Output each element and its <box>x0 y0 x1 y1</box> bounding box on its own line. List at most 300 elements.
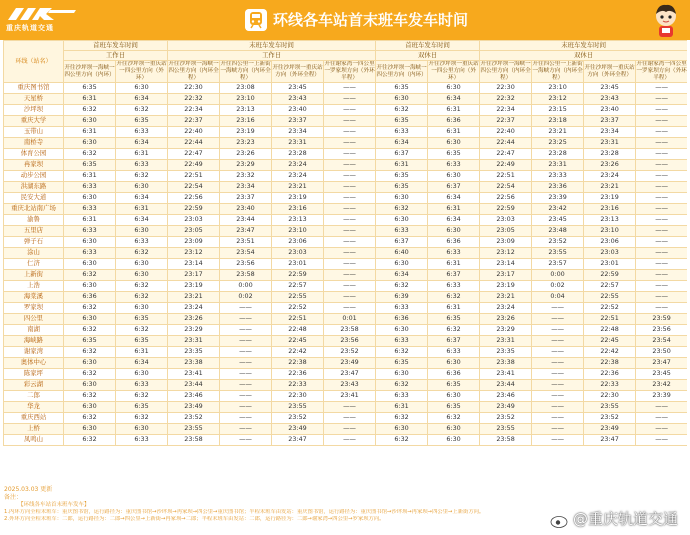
time-cell: 6:32 <box>428 292 480 303</box>
time-cell: 6:34 <box>116 193 168 204</box>
time-cell: 23:13 <box>584 215 636 226</box>
time-cell: 6:31 <box>428 303 480 314</box>
column-header: 开往沙坪坝一重庆站方向（外环全程） <box>272 61 324 83</box>
time-cell: 23:52 <box>584 413 636 424</box>
time-cell: 22:38 <box>272 358 324 369</box>
time-cell: 6:30 <box>64 424 116 435</box>
time-cell: 6:30 <box>64 281 116 292</box>
table-row <box>4 127 688 138</box>
table-row <box>4 138 688 149</box>
train-icon <box>245 9 267 31</box>
time-cell: —— <box>220 402 272 413</box>
time-cell: 6:32 <box>64 391 116 402</box>
time-cell: 23:44 <box>220 215 272 226</box>
time-cell: —— <box>324 292 376 303</box>
time-cell: 6:35 <box>428 314 480 325</box>
time-cell: 6:37 <box>428 270 480 281</box>
time-cell: 6:30 <box>116 182 168 193</box>
time-cell: 0:01 <box>324 314 376 325</box>
time-cell: 6:31 <box>116 149 168 160</box>
time-cell: 23:32 <box>220 171 272 182</box>
time-cell: —— <box>636 116 687 127</box>
time-cell: —— <box>636 83 687 94</box>
time-cell: 6:35 <box>116 402 168 413</box>
table-row <box>4 347 688 358</box>
time-cell: 6:32 <box>116 248 168 259</box>
weibo-icon <box>550 512 570 528</box>
time-cell: —— <box>324 149 376 160</box>
time-cell: 23:03 <box>480 215 532 226</box>
time-cell: 23:55 <box>480 424 532 435</box>
time-cell: 6:34 <box>116 138 168 149</box>
time-cell: —— <box>220 391 272 402</box>
time-cell: 6:34 <box>376 138 428 149</box>
time-cell: —— <box>636 193 687 204</box>
time-cell: —— <box>532 402 584 413</box>
table-row <box>4 369 688 380</box>
time-cell: 6:33 <box>428 347 480 358</box>
time-cell: 23:14 <box>168 259 220 270</box>
time-cell: 6:31 <box>64 215 116 226</box>
time-cell: —— <box>324 424 376 435</box>
time-cell: 22:40 <box>480 127 532 138</box>
time-cell: 6:31 <box>64 127 116 138</box>
time-cell: 6:35 <box>428 402 480 413</box>
time-cell: 6:30 <box>428 83 480 94</box>
time-cell: —— <box>636 215 687 226</box>
time-cell: 6:34 <box>116 215 168 226</box>
table-row <box>4 303 688 314</box>
time-cell: 23:40 <box>272 105 324 116</box>
station-name-cell: 二郎 <box>4 391 64 402</box>
time-cell: 23:06 <box>272 237 324 248</box>
time-cell: 6:30 <box>376 325 428 336</box>
time-cell: 23:49 <box>168 402 220 413</box>
time-cell: 23:26 <box>168 314 220 325</box>
time-cell: 6:30 <box>376 259 428 270</box>
time-cell: —— <box>532 424 584 435</box>
station-name-cell: 奥体中心 <box>4 358 64 369</box>
station-name-cell: 上桥 <box>4 424 64 435</box>
time-cell: 22:51 <box>480 171 532 182</box>
time-cell: 23:05 <box>168 226 220 237</box>
time-cell: —— <box>636 237 687 248</box>
time-cell: —— <box>532 369 584 380</box>
weibo-watermark <box>550 508 678 529</box>
time-cell: —— <box>636 204 687 215</box>
table-row <box>4 336 688 347</box>
time-cell: 23:42 <box>636 380 687 391</box>
time-cell: 23:45 <box>532 215 584 226</box>
time-cell: —— <box>324 215 376 226</box>
station-column-header: 环线（站名） <box>4 41 64 83</box>
time-cell: 23:47 <box>220 226 272 237</box>
note-line: 2.外环方向全程末班车：二郎，运行路径为：二郎→四公里→上新街→冉家坝→二郎；半程末班车由发站：二郎，运行路径为：二郎→谢家湾→四公里→罗家坝方向。 <box>4 516 385 522</box>
time-cell: 22:36 <box>272 369 324 380</box>
time-cell: 23:37 <box>584 116 636 127</box>
time-cell: 6:32 <box>64 303 116 314</box>
station-name-cell: 海棠溪 <box>4 292 64 303</box>
time-cell: 6:30 <box>116 369 168 380</box>
time-cell: 22:33 <box>584 380 636 391</box>
time-cell: 6:35 <box>376 182 428 193</box>
time-cell: 23:54 <box>636 336 687 347</box>
time-cell: 22:32 <box>480 94 532 105</box>
table-row <box>4 182 688 193</box>
time-cell: 23:21 <box>480 292 532 303</box>
time-cell: 23:52 <box>324 347 376 358</box>
time-cell: 23:13 <box>272 215 324 226</box>
time-cell: 23:23 <box>220 138 272 149</box>
time-cell: 23:26 <box>480 314 532 325</box>
time-cell: 6:33 <box>64 182 116 193</box>
title-block <box>0 0 690 40</box>
time-cell: —— <box>532 413 584 424</box>
time-cell: 23:58 <box>324 325 376 336</box>
time-cell: 6:36 <box>428 369 480 380</box>
time-cell: 23:03 <box>168 215 220 226</box>
time-cell: —— <box>636 424 687 435</box>
time-cell: 23:49 <box>480 402 532 413</box>
watermark-text: @重庆轨道交通 <box>572 510 678 528</box>
station-name-cell: 动步公园 <box>4 171 64 182</box>
time-cell: 6:35 <box>116 314 168 325</box>
station-name-cell: 上浩 <box>4 281 64 292</box>
time-cell: —— <box>324 303 376 314</box>
time-cell: 23:51 <box>220 237 272 248</box>
table-row <box>4 424 688 435</box>
time-cell: 0:02 <box>220 292 272 303</box>
table-row <box>4 116 688 127</box>
time-cell: 23:21 <box>584 182 636 193</box>
time-cell: —— <box>636 402 687 413</box>
table-row <box>4 281 688 292</box>
table-row <box>4 171 688 182</box>
remark-label: 备注： <box>4 494 23 501</box>
time-cell: 23:28 <box>532 149 584 160</box>
time-cell: 22:49 <box>480 160 532 171</box>
time-cell: 23:52 <box>480 413 532 424</box>
table-row <box>4 270 688 281</box>
time-cell: —— <box>636 226 687 237</box>
column-header: 开往谢家湾一四公里一罗家坝方向（外环半程） <box>636 61 687 81</box>
time-cell: —— <box>324 237 376 248</box>
time-cell: 23:46 <box>168 391 220 402</box>
time-cell: 6:30 <box>64 259 116 270</box>
time-cell: 23:41 <box>324 391 376 402</box>
table-row <box>4 314 688 325</box>
time-cell: 22:48 <box>584 325 636 336</box>
time-cell: —— <box>220 303 272 314</box>
time-cell: —— <box>324 248 376 259</box>
time-cell: 22:51 <box>272 314 324 325</box>
time-cell: 6:35 <box>116 336 168 347</box>
station-name-cell: 五里店 <box>4 226 64 237</box>
time-cell: 22:56 <box>480 193 532 204</box>
time-cell: 6:30 <box>428 171 480 182</box>
station-name-cell: 海峡路 <box>4 336 64 347</box>
time-cell: 22:40 <box>168 127 220 138</box>
time-cell: —— <box>636 171 687 182</box>
time-cell: 6:34 <box>116 358 168 369</box>
station-name-cell: 重庆西站 <box>4 413 64 424</box>
time-cell: 23:31 <box>168 336 220 347</box>
time-cell: 6:30 <box>116 226 168 237</box>
time-cell: 6:33 <box>116 237 168 248</box>
time-cell: 23:52 <box>272 413 324 424</box>
time-cell: 6:32 <box>64 347 116 358</box>
time-cell: —— <box>636 270 687 281</box>
time-cell: —— <box>324 138 376 149</box>
time-cell: 23:43 <box>584 94 636 105</box>
time-cell: 6:33 <box>376 336 428 347</box>
time-cell: 22:34 <box>480 105 532 116</box>
time-cell: —— <box>532 391 584 402</box>
table-row <box>4 204 688 215</box>
time-cell: 6:36 <box>428 237 480 248</box>
time-cell: 23:25 <box>532 138 584 149</box>
time-cell: 23:45 <box>584 83 636 94</box>
station-name-cell: 上新街 <box>4 270 64 281</box>
station-name-cell: 凤鸣山 <box>4 435 64 446</box>
time-cell: 22:54 <box>168 182 220 193</box>
time-cell: —— <box>324 127 376 138</box>
time-cell: 6:31 <box>428 204 480 215</box>
group-header: 末班车发车时间 <box>480 41 687 51</box>
time-cell: —— <box>636 138 687 149</box>
time-cell: 6:30 <box>116 303 168 314</box>
time-cell: 6:32 <box>376 281 428 292</box>
time-cell: 22:57 <box>584 281 636 292</box>
time-cell: 22:30 <box>584 391 636 402</box>
table-row <box>4 358 688 369</box>
time-cell: 23:59 <box>636 314 687 325</box>
time-cell: —— <box>636 303 687 314</box>
table-row <box>4 215 688 226</box>
timetable <box>3 40 687 484</box>
time-cell: 6:36 <box>428 116 480 127</box>
time-cell: 22:37 <box>480 116 532 127</box>
time-cell: 6:31 <box>428 105 480 116</box>
time-cell: —— <box>636 435 687 446</box>
time-cell: 22:59 <box>480 204 532 215</box>
time-cell: —— <box>220 369 272 380</box>
time-cell: —— <box>324 270 376 281</box>
table-row <box>4 380 688 391</box>
time-cell: —— <box>324 116 376 127</box>
station-name-cell: 洪湖东路 <box>4 182 64 193</box>
time-cell: 6:34 <box>376 270 428 281</box>
time-cell: 23:56 <box>220 259 272 270</box>
time-cell: 23:49 <box>584 424 636 435</box>
time-cell: —— <box>324 259 376 270</box>
time-cell: 6:32 <box>64 270 116 281</box>
time-cell: 22:57 <box>272 281 324 292</box>
time-cell: —— <box>532 358 584 369</box>
time-cell: 6:33 <box>428 248 480 259</box>
column-header: 开往四公里一上新街一海峡方向（内环全程） <box>220 61 271 81</box>
time-cell: 6:30 <box>428 138 480 149</box>
station-name-cell: 彩云湖 <box>4 380 64 391</box>
time-cell: 6:30 <box>376 215 428 226</box>
time-cell: —— <box>636 94 687 105</box>
time-cell: 23:19 <box>220 127 272 138</box>
time-cell: —— <box>324 204 376 215</box>
time-cell: 22:55 <box>272 292 324 303</box>
time-cell: 23:55 <box>272 402 324 413</box>
time-cell: 22:59 <box>584 270 636 281</box>
time-cell: —— <box>532 347 584 358</box>
time-cell: 22:47 <box>168 149 220 160</box>
table-row <box>4 160 688 171</box>
time-cell: 22:45 <box>272 336 324 347</box>
time-cell: 6:33 <box>116 160 168 171</box>
time-cell: —— <box>636 281 687 292</box>
time-cell: 6:35 <box>428 149 480 160</box>
time-cell: 6:32 <box>376 347 428 358</box>
time-cell: —— <box>532 336 584 347</box>
time-cell: 23:12 <box>532 94 584 105</box>
time-cell: 6:32 <box>116 391 168 402</box>
time-cell: 23:49 <box>324 358 376 369</box>
time-cell: 6:32 <box>64 325 116 336</box>
time-cell: 23:34 <box>272 127 324 138</box>
time-cell: 6:40 <box>376 248 428 259</box>
time-cell: 6:31 <box>428 127 480 138</box>
table-row <box>4 105 688 116</box>
time-cell: 6:32 <box>376 204 428 215</box>
time-cell: —— <box>636 248 687 259</box>
column-header: 开往沙坪坝一海峡一四公里方向（内环） <box>64 61 116 83</box>
time-cell: 6:34 <box>428 215 480 226</box>
time-cell: 6:33 <box>376 127 428 138</box>
time-cell: —— <box>636 127 687 138</box>
time-cell: 6:32 <box>428 325 480 336</box>
time-cell: 22:33 <box>272 380 324 391</box>
time-cell: 23:17 <box>480 270 532 281</box>
time-cell: 23:10 <box>220 94 272 105</box>
time-cell: 23:16 <box>584 204 636 215</box>
time-cell: 23:09 <box>480 237 532 248</box>
time-cell: 22:59 <box>272 270 324 281</box>
time-cell: 23:56 <box>636 325 687 336</box>
time-cell: 23:38 <box>168 358 220 369</box>
time-cell: 0:04 <box>532 292 584 303</box>
column-header: 开往沙坪坝一重庆站方向（外环全程） <box>584 61 636 83</box>
time-cell: 6:32 <box>376 380 428 391</box>
time-cell: 23:58 <box>168 435 220 446</box>
time-cell: —— <box>220 413 272 424</box>
time-cell: 22:32 <box>168 94 220 105</box>
time-cell: 6:31 <box>428 259 480 270</box>
table-row <box>4 413 688 424</box>
time-cell: 6:32 <box>116 281 168 292</box>
day-header: 双休日 <box>480 51 687 61</box>
time-cell: 22:51 <box>584 314 636 325</box>
time-cell: 6:35 <box>376 83 428 94</box>
time-cell: 23:49 <box>272 424 324 435</box>
time-cell: 6:33 <box>428 281 480 292</box>
table-row <box>4 248 688 259</box>
time-cell: 23:13 <box>220 105 272 116</box>
time-cell: 0:00 <box>532 270 584 281</box>
time-cell: 23:29 <box>168 325 220 336</box>
time-cell: 23:28 <box>584 149 636 160</box>
time-cell: —— <box>324 105 376 116</box>
time-cell: 6:30 <box>64 138 116 149</box>
time-cell: 6:30 <box>116 270 168 281</box>
column-header: 开往四公里一上新街一海峡方向（内环全程） <box>532 61 583 81</box>
logo-text: 重庆轨道交通 <box>6 24 54 32</box>
time-cell: 6:34 <box>428 94 480 105</box>
day-header: 工作日 <box>64 51 168 61</box>
time-cell: 6:30 <box>64 358 116 369</box>
time-cell: 23:26 <box>220 149 272 160</box>
time-cell: 23:24 <box>272 171 324 182</box>
time-cell: 6:30 <box>64 193 116 204</box>
table-row <box>4 226 688 237</box>
time-cell: 22:30 <box>272 391 324 402</box>
group-header: 首班车发车时间 <box>376 41 480 51</box>
station-name-cell: 渝鲁 <box>4 215 64 226</box>
time-cell: 6:30 <box>376 369 428 380</box>
time-cell: 22:55 <box>584 292 636 303</box>
time-cell: 6:32 <box>376 435 428 446</box>
time-cell: 23:55 <box>584 402 636 413</box>
time-cell: 23:41 <box>168 369 220 380</box>
time-cell: —— <box>532 435 584 446</box>
time-cell: 22:44 <box>168 138 220 149</box>
station-name-cell: 陈家坪 <box>4 369 64 380</box>
time-cell: 6:31 <box>116 347 168 358</box>
day-header: 双休日 <box>376 51 480 61</box>
time-cell: —— <box>636 413 687 424</box>
time-cell: 6:30 <box>376 193 428 204</box>
time-cell: —— <box>636 182 687 193</box>
time-cell: 6:30 <box>64 402 116 413</box>
time-cell: 22:36 <box>584 369 636 380</box>
time-cell: 6:36 <box>376 314 428 325</box>
time-cell: 6:32 <box>376 105 428 116</box>
station-name-cell: 华龙 <box>4 402 64 413</box>
time-cell: 6:37 <box>376 237 428 248</box>
time-cell: 22:30 <box>168 83 220 94</box>
time-cell: 6:30 <box>376 94 428 105</box>
table-row <box>4 325 688 336</box>
station-name-cell: 南桥寺 <box>4 138 64 149</box>
time-cell: 23:19 <box>584 193 636 204</box>
time-cell: 6:33 <box>64 204 116 215</box>
time-cell: 23:31 <box>532 160 584 171</box>
table-row <box>4 391 688 402</box>
time-cell: 23:58 <box>220 270 272 281</box>
time-cell: 22:45 <box>584 336 636 347</box>
time-cell: 23:29 <box>220 160 272 171</box>
column-header: 开往沙坪坝一海峡一四公里方向（内环全程） <box>480 61 531 81</box>
station-name-cell: 重庆图书馆 <box>4 83 64 94</box>
time-cell: 6:37 <box>376 149 428 160</box>
time-cell: 23:10 <box>584 226 636 237</box>
time-cell: 23:38 <box>480 358 532 369</box>
time-cell: 0:02 <box>532 281 584 292</box>
column-header: 开往沙坪坝一重庆站一四公里方向（外环） <box>116 61 167 81</box>
time-cell: —— <box>532 303 584 314</box>
time-cell: 6:30 <box>64 380 116 391</box>
table-row <box>4 435 688 446</box>
table-row <box>4 237 688 248</box>
time-cell: 6:30 <box>428 358 480 369</box>
time-cell: 23:45 <box>272 83 324 94</box>
